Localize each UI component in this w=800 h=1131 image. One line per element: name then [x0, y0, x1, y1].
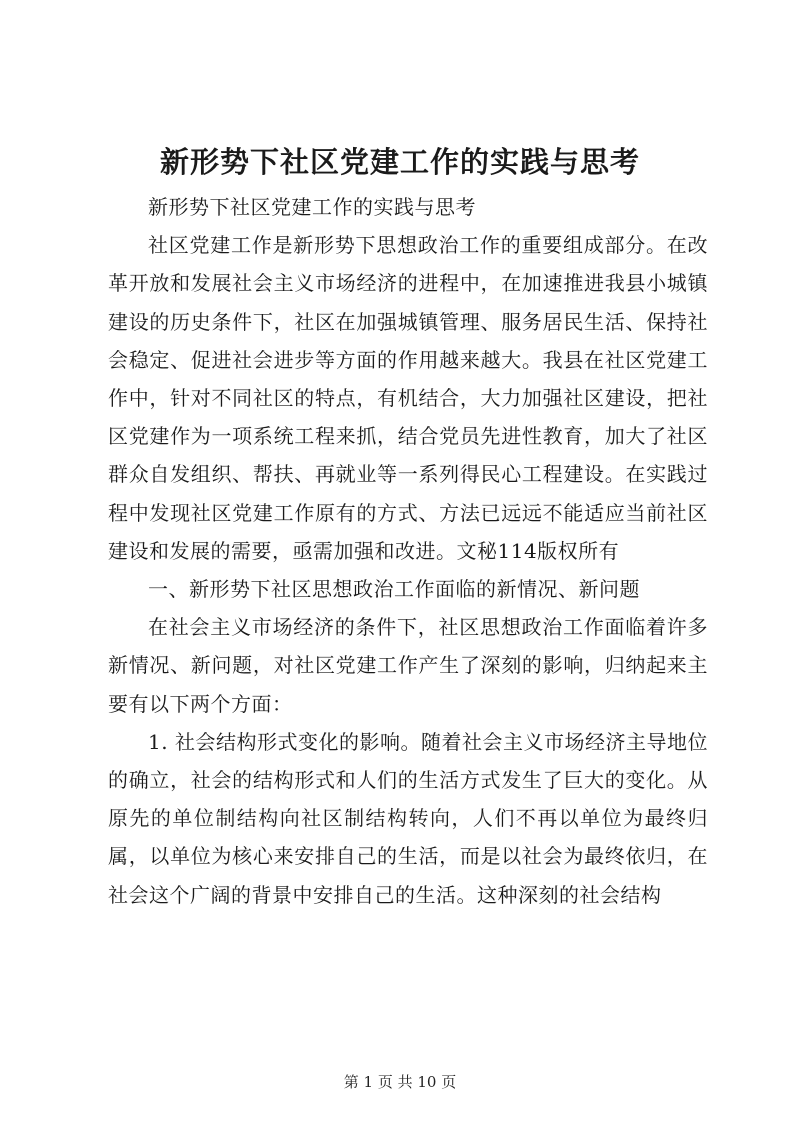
section-heading-1: 一、新形势下社区思想政治工作面临的新情况、新问题 [148, 577, 640, 602]
paragraph-point-1: 1. 社会结构形式变化的影响。随着社会主义市场经济主导地位的确立，社会的结构形式和人们的生活方式发生了巨大的变化。从原先的单位制结构向社区制结构转向，人们不再以单位为最终归属，以单位为核心来安排自己的生活，而是以社会为最终依归，在社会这个广阔的背景中安排自己的生活。这种深刻的社会结构 [108, 729, 708, 907]
page-footer: 第 1 页 共 10 页 [343, 1073, 457, 1091]
paragraph-section-intro: 在社会主义市场经济的条件下，社区思想政治工作面临着许多新情况、新问题，对社区党建工作产生了深刻的影响，归纳起来主要有以下两个方面： [108, 615, 708, 716]
page-title: 新形势下社区党建工作的实践与思考 [159, 145, 640, 179]
document-body [108, 188, 708, 914]
paragraph-intro: 社区党建工作是新形势下思想政治工作的重要组成部分。在改革开放和发展社会主义市场经济的进程中，在加速推进我县小城镇建设的历史条件下，社区在加强城镇管理、服务居民生活、保持社会稳定、促进社会进步等方面的作用越来越大。我县在社区党建工作中，针对不同社区的特点，有机结合，大力加强社区建设，把社区党建作为一项系统工程来抓，结合党员先进性教育，加大了社区群众自发组织、帮扶、再就业等一系列得民心工程建设。在实践过程中发现社区党建工作原有的方式、方法已远远不能适应当前社区建设和发展的需要，亟需加强和改进。文秘114版权所有 [108, 233, 708, 563]
paragraph-subtitle: 新形势下社区党建工作的实践与思考 [148, 195, 476, 219]
